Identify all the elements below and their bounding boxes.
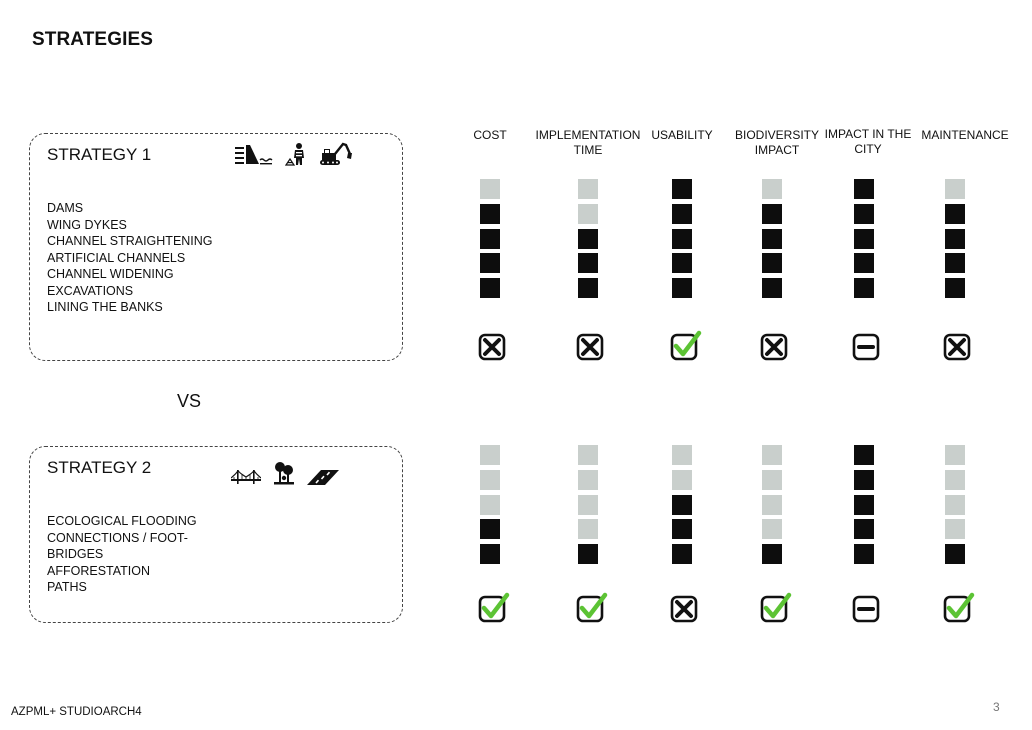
worker-icon	[285, 142, 307, 166]
list-item: DAMS	[47, 201, 84, 215]
strategy-2-icons	[231, 461, 339, 485]
rating-segment-empty	[672, 470, 692, 490]
rating-segment-filled	[762, 204, 782, 224]
rating-segment-filled	[854, 470, 874, 490]
rating-segment-filled	[672, 519, 692, 539]
rating-bar-strategy-2-0	[480, 445, 500, 564]
rating-segment-filled	[578, 229, 598, 249]
rating-bar-strategy-1-3	[762, 179, 782, 298]
rating-segment-empty	[945, 179, 965, 199]
rating-segment-filled	[945, 544, 965, 564]
rating-segment-filled	[854, 229, 874, 249]
rating-segment-filled	[672, 544, 692, 564]
rating-segment-filled	[854, 179, 874, 199]
rating-segment-empty	[672, 445, 692, 465]
check-icon	[666, 330, 702, 362]
rating-segment-filled	[672, 229, 692, 249]
rating-segment-empty	[480, 179, 500, 199]
strategy-1-measures	[47, 200, 213, 316]
rating-bar-strategy-2-5	[945, 445, 965, 564]
rating-bar-strategy-1-2	[672, 179, 692, 298]
cross-icon	[939, 330, 975, 362]
excavator-icon	[319, 142, 353, 166]
check-icon	[474, 592, 510, 624]
rating-segment-filled	[762, 544, 782, 564]
cross-icon	[666, 592, 702, 624]
check-icon	[756, 592, 792, 624]
strategy-2-card	[29, 446, 403, 623]
rating-bar-strategy-2-1	[578, 445, 598, 564]
rating-segment-filled	[854, 278, 874, 298]
rating-segment-empty	[945, 470, 965, 490]
rating-bar-strategy-1-0	[480, 179, 500, 298]
rating-segment-filled	[762, 253, 782, 273]
list-item: EXCAVATIONS	[47, 283, 134, 298]
rating-segment-filled	[480, 229, 500, 249]
rating-segment-filled	[480, 204, 500, 224]
rating-segment-empty	[578, 179, 598, 199]
rating-segment-filled	[854, 204, 874, 224]
list-item: PATHS	[47, 580, 87, 594]
rating-segment-empty	[762, 445, 782, 465]
check-icon	[939, 592, 975, 624]
rating-segment-empty	[480, 470, 500, 490]
criterion-cost-header: COST	[473, 128, 507, 142]
rating-segment-filled	[578, 253, 598, 273]
rating-segment-empty	[762, 495, 782, 515]
rating-segment-filled	[480, 519, 500, 539]
rating-bar-strategy-2-4	[854, 445, 874, 564]
cross-icon	[756, 330, 792, 362]
rating-segment-filled	[672, 253, 692, 273]
strategy-1-title: STRATEGY 1	[47, 145, 152, 164]
rating-segment-filled	[480, 278, 500, 298]
rating-segment-filled	[854, 253, 874, 273]
rating-segment-filled	[672, 495, 692, 515]
rating-bar-strategy-2-2	[672, 445, 692, 564]
list-item: ARTIFICIAL CHANNELS	[47, 250, 186, 265]
rating-bar-strategy-1-4	[854, 179, 874, 298]
rating-segment-empty	[945, 495, 965, 515]
rating-bar-strategy-1-1	[578, 179, 598, 298]
page-number: 3	[993, 700, 1000, 714]
list-item: CHANNEL WIDENING	[47, 267, 174, 281]
rating-segment-empty	[578, 519, 598, 539]
rating-segment-filled	[672, 278, 692, 298]
rating-segment-filled	[762, 278, 782, 298]
criterion-biodiversity-impact-header: BIODIVERSITY IMPACT	[734, 128, 820, 157]
cross-icon	[572, 330, 608, 362]
rating-segment-empty	[578, 445, 598, 465]
minus-icon	[848, 330, 884, 362]
rating-segment-empty	[480, 445, 500, 465]
rating-segment-filled	[854, 519, 874, 539]
rating-segment-filled	[854, 544, 874, 564]
criterion-implementation-time-header: IMPLEMENTATION TIME	[535, 128, 641, 157]
path-icon	[307, 469, 339, 485]
rating-segment-empty	[762, 179, 782, 199]
rating-segment-filled	[578, 278, 598, 298]
cross-icon	[474, 330, 510, 362]
rating-segment-empty	[578, 470, 598, 490]
rating-segment-filled	[945, 278, 965, 298]
rating-segment-filled	[480, 544, 500, 564]
rating-bar-strategy-2-3	[762, 445, 782, 564]
criterion-maintenance-header: MAINTENANCE	[921, 128, 1009, 142]
strategy-1-icons	[235, 142, 353, 166]
rating-bar-strategy-1-5	[945, 179, 965, 298]
rating-segment-empty	[762, 470, 782, 490]
strategy-2-title: STRATEGY 2	[47, 458, 152, 477]
dam-icon	[235, 144, 273, 166]
rating-segment-empty	[578, 204, 598, 224]
list-item: CONNECTIONS / FOOT-BRIDGES	[47, 530, 188, 561]
rating-segment-empty	[945, 445, 965, 465]
rating-segment-empty	[480, 495, 500, 515]
trees-icon	[273, 461, 295, 485]
criterion-usability-header: USABILITY	[651, 128, 713, 142]
check-icon	[572, 592, 608, 624]
rating-segment-filled	[578, 544, 598, 564]
rating-segment-filled	[672, 179, 692, 199]
rating-segment-filled	[762, 229, 782, 249]
footer-credit: AZPML+ STUDIOARCH4	[11, 706, 142, 718]
bridge-icon	[231, 469, 261, 485]
page-title: STRATEGIES	[32, 29, 153, 50]
rating-segment-filled	[854, 445, 874, 465]
rating-segment-filled	[945, 253, 965, 273]
strategy-2-measures	[47, 513, 227, 596]
list-item: ECOLOGICAL FLOODING	[47, 514, 197, 528]
rating-segment-filled	[854, 495, 874, 515]
list-item: LINING THE BANKS	[47, 300, 163, 314]
vs-label: VS	[177, 391, 202, 411]
list-item: AFFORESTATION	[47, 563, 151, 578]
rating-segment-empty	[762, 519, 782, 539]
rating-segment-filled	[945, 204, 965, 224]
rating-segment-filled	[672, 204, 692, 224]
list-item: CHANNEL STRAIGHTENING	[47, 234, 213, 248]
rating-segment-empty	[578, 495, 598, 515]
list-item: WING DYKES	[47, 217, 127, 232]
strategy-1-card	[29, 133, 403, 361]
minus-icon	[848, 592, 884, 624]
criterion-impact-in-the-city-header: IMPACT IN THE CITY	[824, 127, 912, 156]
rating-segment-filled	[480, 253, 500, 273]
rating-segment-filled	[945, 229, 965, 249]
rating-segment-empty	[945, 519, 965, 539]
